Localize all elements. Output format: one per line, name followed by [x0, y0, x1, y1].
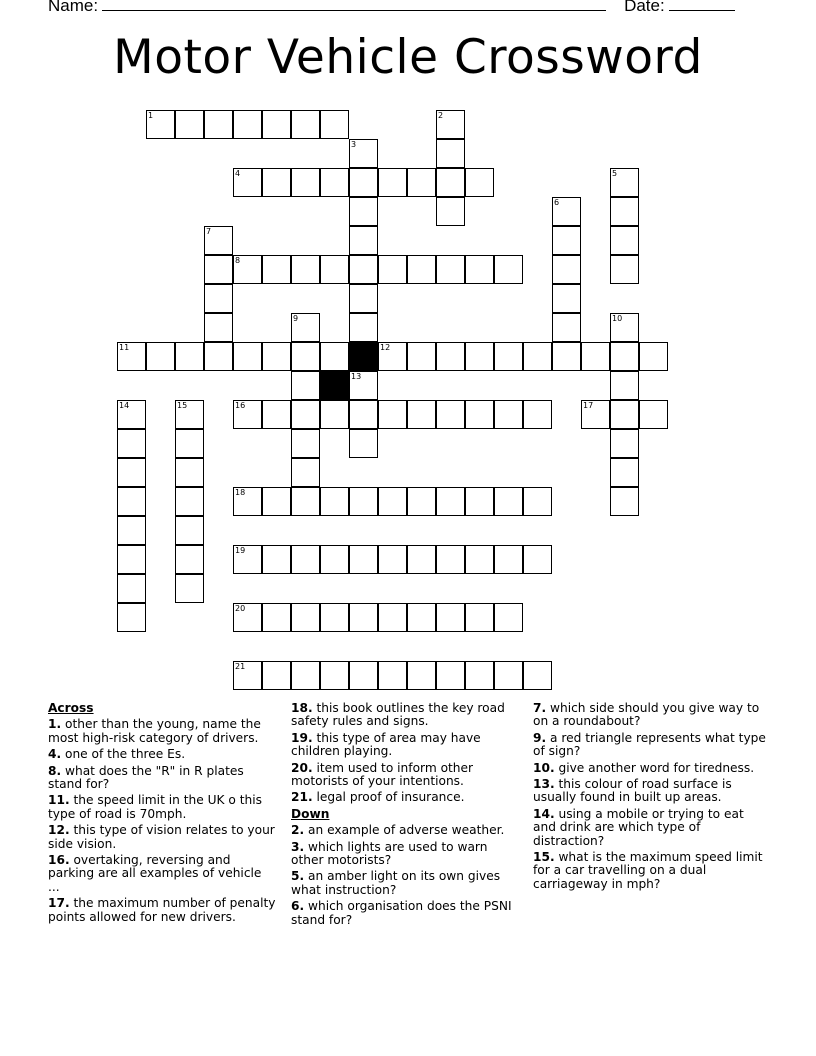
grid-cell[interactable] — [610, 458, 639, 487]
grid-cell[interactable] — [204, 255, 233, 284]
grid-cell[interactable] — [349, 284, 378, 313]
grid-cell[interactable] — [494, 255, 523, 284]
grid-cell[interactable] — [291, 110, 320, 139]
clue-number-label: 11 — [119, 343, 130, 352]
clue-across — [48, 765, 276, 792]
clue-text: which side should you give way to on a roundabout? — [533, 701, 760, 729]
grid-cell[interactable] — [465, 603, 494, 632]
grid-cell[interactable] — [494, 603, 523, 632]
across-heading: Across — [48, 701, 94, 715]
grid-cell[interactable] — [436, 342, 465, 371]
grid-cell[interactable] — [117, 487, 146, 516]
clue-across — [291, 791, 519, 804]
clue-down — [533, 732, 768, 759]
grid-cell[interactable] — [233, 545, 262, 574]
grid-cell[interactable] — [175, 458, 204, 487]
grid-cell[interactable] — [349, 313, 378, 342]
clues-column-1 — [48, 702, 276, 927]
clue-text: give another word for tiredness. — [558, 760, 755, 775]
grid-cell[interactable] — [262, 545, 291, 574]
clue-number-label: 8 — [235, 256, 241, 265]
grid-cell[interactable] — [552, 255, 581, 284]
grid-cell[interactable] — [233, 255, 262, 284]
clue-across — [48, 718, 276, 745]
clue-text: other than the young, name the most high-risk category of drivers. — [48, 717, 261, 745]
grid-cell[interactable] — [436, 197, 465, 226]
clue-number: 3. — [291, 839, 305, 854]
grid-cell[interactable] — [291, 313, 320, 342]
clue-number-label: 13 — [351, 372, 362, 381]
clue-down — [533, 808, 768, 848]
grid-cell[interactable] — [639, 342, 668, 371]
grid-cell[interactable] — [233, 400, 262, 429]
grid-cell[interactable] — [262, 603, 291, 632]
clue-across — [48, 824, 276, 851]
grid-cell[interactable] — [436, 255, 465, 284]
grid-cell[interactable] — [262, 342, 291, 371]
grid-cell[interactable] — [233, 603, 262, 632]
grid-cell[interactable] — [117, 545, 146, 574]
clue-text: what is the maximum speed limit for a car travelling on a dual carriageway in mph? — [533, 850, 763, 891]
clue-down — [533, 851, 768, 891]
clue-text: legal proof of insurance. — [316, 790, 465, 805]
clue-number: 10. — [533, 760, 555, 775]
grid-cell[interactable] — [581, 342, 610, 371]
grid-cell[interactable] — [233, 168, 262, 197]
clue-text: this book outlines the key road safety rules and signs. — [291, 701, 505, 729]
grid-cell[interactable] — [349, 400, 378, 429]
grid-cell[interactable] — [639, 400, 668, 429]
clue-across — [291, 732, 519, 759]
grid-cell[interactable] — [436, 400, 465, 429]
grid-cell[interactable] — [523, 545, 552, 574]
grid-cell[interactable] — [349, 255, 378, 284]
clue-text: the maximum number of penalty points allowed for new drivers. — [48, 896, 276, 924]
grid-cell[interactable] — [465, 255, 494, 284]
clue-text: this type of area may have children playing. — [291, 730, 481, 759]
grid-cell[interactable] — [320, 168, 349, 197]
clue-text: item used to inform other motorists of your intentions. — [291, 760, 474, 789]
clue-text: overtaking, reversing and parking are all examples of vehicle ... — [48, 853, 262, 894]
clue-down — [291, 841, 519, 868]
grid-cell[interactable] — [610, 371, 639, 400]
clue-number-label: 7 — [206, 227, 212, 236]
clues-section — [48, 702, 768, 1002]
clue-number-label: 16 — [235, 401, 246, 410]
clue-down — [291, 870, 519, 897]
grid-cell[interactable] — [320, 487, 349, 516]
grid-cell[interactable] — [407, 661, 436, 690]
clue-number-label: 9 — [293, 314, 299, 323]
clue-number: 20. — [291, 760, 313, 775]
grid-cell[interactable] — [349, 661, 378, 690]
grid-cell[interactable] — [378, 168, 407, 197]
grid-cell[interactable] — [552, 284, 581, 313]
grid-cell[interactable] — [436, 661, 465, 690]
grid-cell[interactable] — [378, 342, 407, 371]
grid-cell[interactable] — [291, 429, 320, 458]
clue-across — [291, 702, 519, 729]
grid-cell[interactable] — [291, 255, 320, 284]
grid-cell[interactable] — [233, 342, 262, 371]
grid-cell[interactable] — [523, 487, 552, 516]
grid-cell[interactable] — [465, 342, 494, 371]
grid-cell[interactable] — [349, 487, 378, 516]
clue-number-label: 21 — [235, 662, 246, 671]
grid-cell[interactable] — [175, 429, 204, 458]
grid-cell[interactable] — [436, 603, 465, 632]
grid-cell[interactable] — [610, 429, 639, 458]
grid-cell[interactable] — [407, 487, 436, 516]
clue-number: 16. — [48, 853, 70, 868]
grid-cell[interactable] — [204, 284, 233, 313]
grid-cell[interactable] — [204, 110, 233, 139]
clue-text: a red triangle represents what type of sign? — [533, 730, 766, 759]
clue-number: 18. — [291, 701, 313, 715]
grid-cell[interactable] — [494, 545, 523, 574]
grid-cell[interactable] — [291, 400, 320, 429]
clue-number: 17. — [48, 896, 70, 911]
grid-cell[interactable] — [407, 255, 436, 284]
grid-cell[interactable] — [262, 487, 291, 516]
grid-cell[interactable] — [610, 342, 639, 371]
clue-text: using a mobile or trying to eat and drink are which type of distraction? — [533, 806, 744, 848]
clue-number: 12. — [48, 823, 70, 838]
grid-cell[interactable] — [494, 400, 523, 429]
clue-number-label: 1 — [148, 111, 154, 120]
grid-cell[interactable] — [610, 226, 639, 255]
clue-across — [48, 854, 276, 894]
clue-text: what does the "R" in R plates stand for? — [48, 763, 244, 792]
grid-cell[interactable] — [610, 313, 639, 342]
grid-cell[interactable] — [436, 110, 465, 139]
clue-text: which organisation does the PSNI stand for? — [291, 899, 512, 927]
grid-cell[interactable] — [320, 661, 349, 690]
clue-number-label: 2 — [438, 111, 444, 120]
clue-number: 11. — [48, 793, 70, 808]
clue-number-label: 4 — [235, 169, 241, 178]
clue-number-label: 17 — [583, 401, 594, 410]
grid-cell[interactable] — [349, 197, 378, 226]
clue-number: 19. — [291, 730, 313, 745]
grid-cell[interactable] — [465, 168, 494, 197]
clue-text: the speed limit in the UK o this type of road is 70mph. — [48, 793, 262, 821]
grid-cell[interactable] — [117, 342, 146, 371]
grid-cell[interactable] — [320, 110, 349, 139]
clues-column-3 — [533, 702, 768, 894]
clue-number: 7. — [533, 701, 547, 715]
grid-cell[interactable] — [204, 342, 233, 371]
grid-cell[interactable] — [494, 487, 523, 516]
grid-cell[interactable] — [552, 342, 581, 371]
grid-cell[interactable] — [291, 661, 320, 690]
grid-cell[interactable] — [320, 545, 349, 574]
grid-cell[interactable] — [175, 574, 204, 603]
clue-number-label: 19 — [235, 546, 246, 555]
grid-cell[interactable] — [610, 400, 639, 429]
clue-number: 9. — [533, 730, 547, 745]
grid-cell[interactable] — [378, 603, 407, 632]
grid-cell[interactable] — [117, 516, 146, 545]
grid-cell[interactable] — [378, 661, 407, 690]
grid-cell[interactable] — [610, 255, 639, 284]
grid-cell[interactable] — [378, 545, 407, 574]
date-label: Date: — [624, 0, 665, 15]
grid-cell[interactable] — [378, 400, 407, 429]
grid-cell[interactable] — [407, 168, 436, 197]
grid-cell[interactable] — [291, 342, 320, 371]
clue-number-label: 10 — [612, 314, 623, 323]
grid-cell[interactable] — [552, 226, 581, 255]
grid-cell[interactable] — [117, 603, 146, 632]
grid-cell[interactable] — [465, 400, 494, 429]
grid-cell[interactable] — [233, 110, 262, 139]
grid-cell[interactable] — [262, 400, 291, 429]
block-cell — [320, 371, 349, 400]
clue-number: 21. — [291, 790, 313, 805]
grid-cell[interactable] — [436, 139, 465, 168]
grid-cell[interactable] — [523, 342, 552, 371]
grid-cell[interactable] — [262, 168, 291, 197]
clues-column-2 — [291, 702, 519, 930]
grid-cell[interactable] — [320, 342, 349, 371]
clue-number: 8. — [48, 763, 62, 778]
grid-cell[interactable] — [291, 487, 320, 516]
clue-down — [533, 702, 768, 729]
grid-cell[interactable] — [175, 516, 204, 545]
clue-text: an amber light on its own gives what instruction? — [291, 869, 501, 897]
name-label: Name: — [48, 0, 99, 15]
grid-cell[interactable] — [204, 313, 233, 342]
grid-cell[interactable] — [175, 487, 204, 516]
clue-text: one of the three Es. — [65, 747, 186, 762]
clue-number: 2. — [291, 823, 305, 838]
grid-cell[interactable] — [291, 458, 320, 487]
grid-cell[interactable] — [117, 429, 146, 458]
grid-cell[interactable] — [291, 168, 320, 197]
grid-cell[interactable] — [117, 574, 146, 603]
grid-cell[interactable] — [407, 603, 436, 632]
clue-down — [533, 762, 768, 775]
grid-cell[interactable] — [523, 400, 552, 429]
grid-cell[interactable] — [465, 487, 494, 516]
grid-cell[interactable] — [407, 342, 436, 371]
grid-cell[interactable] — [349, 371, 378, 400]
grid-cell[interactable] — [262, 661, 291, 690]
grid-cell[interactable] — [349, 429, 378, 458]
grid-cell[interactable] — [465, 545, 494, 574]
grid-cell[interactable] — [552, 313, 581, 342]
clue-across — [291, 762, 519, 789]
grid-cell[interactable] — [378, 487, 407, 516]
grid-cell[interactable] — [407, 545, 436, 574]
grid-cell[interactable] — [262, 110, 291, 139]
grid-cell[interactable] — [175, 342, 204, 371]
clue-text: an example of adverse weather. — [308, 823, 505, 838]
grid-cell[interactable] — [523, 661, 552, 690]
grid-cell[interactable] — [146, 342, 175, 371]
grid-cell[interactable] — [349, 603, 378, 632]
clue-across — [48, 748, 276, 761]
grid-cell[interactable] — [349, 545, 378, 574]
clue-number-label: 3 — [351, 140, 357, 149]
grid-cell[interactable] — [320, 255, 349, 284]
block-cell — [349, 342, 378, 371]
clue-text: which lights are used to warn other motorists? — [291, 839, 488, 868]
grid-cell[interactable] — [204, 226, 233, 255]
clue-number: 4. — [48, 747, 62, 762]
grid-cell[interactable] — [320, 603, 349, 632]
grid-cell[interactable] — [610, 197, 639, 226]
clue-text: this type of vision relates to your side vision. — [48, 823, 275, 851]
clue-down — [533, 778, 768, 805]
grid-cell[interactable] — [262, 255, 291, 284]
clue-down — [291, 824, 519, 837]
clue-down — [291, 900, 519, 927]
grid-cell[interactable] — [175, 545, 204, 574]
grid-cell[interactable] — [378, 255, 407, 284]
grid-cell[interactable] — [175, 110, 204, 139]
clue-number-label: 14 — [119, 401, 130, 410]
grid-cell[interactable] — [320, 400, 349, 429]
grid-cell[interactable] — [581, 400, 610, 429]
grid-cell[interactable] — [146, 110, 175, 139]
clue-number-label: 15 — [177, 401, 188, 410]
grid-cell[interactable] — [117, 458, 146, 487]
grid-cell[interactable] — [175, 400, 204, 429]
grid-cell[interactable] — [233, 487, 262, 516]
clue-number: 15. — [533, 850, 555, 865]
clue-number: 14. — [533, 806, 555, 821]
grid-cell[interactable] — [233, 661, 262, 690]
grid-cell[interactable] — [291, 371, 320, 400]
grid-cell[interactable] — [552, 197, 581, 226]
clue-number-label: 6 — [554, 198, 560, 207]
clue-across — [48, 897, 276, 924]
grid-cell[interactable] — [436, 168, 465, 197]
grid-cell[interactable] — [291, 603, 320, 632]
grid-cell[interactable] — [117, 400, 146, 429]
page-title: Motor Vehicle Crossword — [113, 30, 703, 85]
grid-cell[interactable] — [349, 168, 378, 197]
grid-cell[interactable] — [494, 661, 523, 690]
grid-cell[interactable] — [465, 661, 494, 690]
grid-cell[interactable] — [436, 545, 465, 574]
grid-cell[interactable] — [407, 400, 436, 429]
clue-number: 1. — [48, 717, 62, 732]
grid-cell[interactable] — [349, 226, 378, 255]
clue-text: this colour of road surface is usually found in built up areas. — [533, 777, 732, 805]
down-heading: Down — [291, 806, 330, 821]
clue-number: 6. — [291, 899, 305, 914]
clue-across — [48, 794, 276, 821]
clue-number-label: 12 — [380, 343, 391, 352]
clue-number-label: 20 — [235, 604, 246, 613]
grid-cell[interactable] — [436, 487, 465, 516]
grid-cell[interactable] — [349, 139, 378, 168]
grid-cell[interactable] — [494, 342, 523, 371]
grid-cell[interactable] — [610, 168, 639, 197]
clue-number: 13. — [533, 777, 555, 792]
clue-number-label: 18 — [235, 488, 246, 497]
grid-cell[interactable] — [610, 487, 639, 516]
clue-number-label: 5 — [612, 169, 618, 178]
grid-cell[interactable] — [291, 545, 320, 574]
clue-number: 5. — [291, 869, 305, 884]
